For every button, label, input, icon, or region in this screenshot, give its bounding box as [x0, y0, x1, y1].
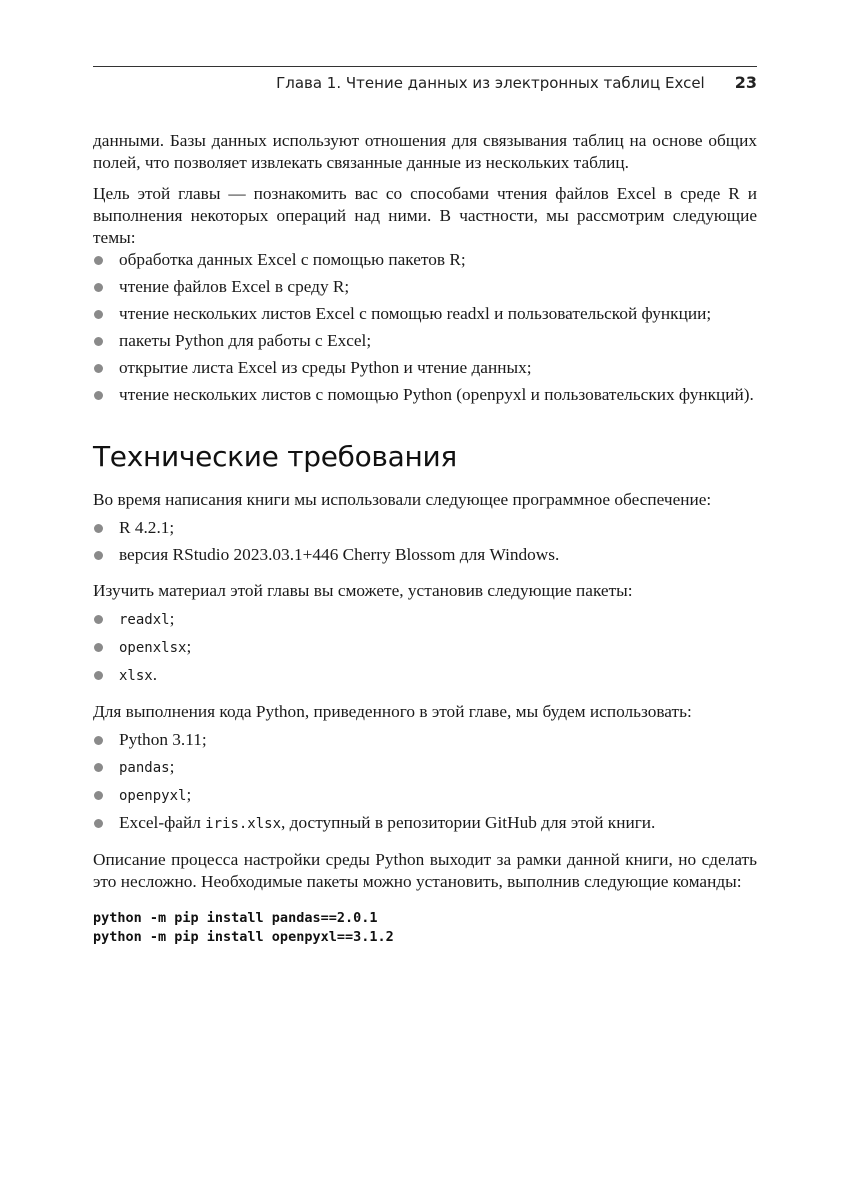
list-item-prefix: Excel-файл — [119, 813, 206, 832]
list-item-suffix: ; — [186, 637, 192, 656]
bullet-icon — [94, 819, 103, 828]
bullet-icon — [94, 551, 103, 560]
bullet-icon — [94, 364, 103, 373]
setup-paragraph: Описание процесса настройки среды Python выходит за рамки данной книги, но сделать это несложно. Необходимые пакеты можно установить, выполнив следующие команды: — [93, 850, 757, 891]
package-name: pandas — [119, 760, 170, 776]
list-item — [93, 812, 757, 835]
software-list — [93, 517, 757, 566]
list-item — [93, 357, 757, 379]
list-item-suffix: , доступный в репозитории GitHub для этой книги. — [281, 813, 656, 832]
list-item — [93, 784, 757, 807]
python-intro: Для выполнения кода Python, приведенного в этой главе, мы будем использовать: — [93, 702, 692, 721]
list-item-text: чтение нескольких листов Excel с помощью readxl и пользовательской функции; — [119, 304, 712, 323]
bullet-icon — [94, 736, 103, 745]
list-item — [93, 249, 757, 271]
list-item-text: открытие листа Excel из среды Python и чтение данных; — [119, 358, 532, 377]
list-item-suffix: ; — [169, 757, 175, 776]
bullet-icon — [94, 256, 103, 265]
bullet-icon — [94, 763, 103, 772]
list-item — [93, 517, 757, 539]
list-item — [93, 276, 757, 298]
list-item-text: версия RStudio 2023.03.1+446 Cherry Blossom для Windows. — [119, 545, 560, 564]
code-line: python -m pip install pandas==2.0.1 — [93, 910, 378, 926]
bullet-icon — [94, 643, 103, 652]
list-item-text: R 4.2.1; — [119, 518, 175, 537]
list-item — [93, 608, 757, 631]
page-number: 23 — [734, 73, 757, 92]
list-item-suffix: ; — [169, 609, 175, 628]
intro-paragraph-1: данными. Базы данных используют отношения для связывания таблиц на основе общих полей, что позволяет извлекать связанные данные из нескольких таблиц. — [93, 131, 757, 172]
bullet-icon — [94, 391, 103, 400]
list-item-suffix: ; — [186, 785, 192, 804]
running-header — [93, 66, 757, 92]
list-item-text: Python 3.11; — [119, 730, 207, 749]
list-item — [93, 330, 757, 352]
package-name: openpyxl — [119, 788, 187, 804]
list-item — [93, 756, 757, 779]
body-text — [93, 130, 757, 947]
bullet-icon — [94, 791, 103, 800]
list-item-text: чтение нескольких листов с помощью Python (openpyxl и пользовательских функций). — [119, 385, 754, 404]
list-item — [93, 544, 757, 566]
list-item — [93, 303, 757, 325]
packages-intro: Изучить материал этой главы вы сможете, установив следующие пакеты: — [93, 581, 633, 600]
intro-paragraph-2: Цель этой главы — познакомить вас со способами чтения файлов Excel в среде R и выполнения некоторых операций над ними. В частности, мы рассмотрим следующие темы: — [93, 184, 757, 247]
file-name: iris.xlsx — [205, 816, 282, 832]
software-intro: Во время написания книги мы использовали следующее программное обеспечение: — [93, 490, 712, 509]
bullet-icon — [94, 310, 103, 319]
bullet-icon — [94, 283, 103, 292]
bullet-icon — [94, 524, 103, 533]
list-item — [93, 636, 757, 659]
list-item — [93, 729, 757, 751]
list-item-suffix: . — [152, 665, 158, 684]
packages-list — [93, 608, 757, 687]
code-block — [93, 909, 757, 947]
chapter-title: Глава 1. Чтение данных из электронных таблиц Excel — [276, 74, 705, 92]
bullet-icon — [94, 615, 103, 624]
list-item-text: пакеты Python для работы с Excel; — [119, 331, 372, 350]
bullet-icon — [94, 337, 103, 346]
package-name: openxlsx — [119, 640, 187, 656]
list-item — [93, 664, 757, 687]
list-item — [93, 384, 757, 406]
list-item-text: чтение файлов Excel в среду R; — [119, 277, 350, 296]
package-name: readxl — [119, 612, 170, 628]
python-list — [93, 729, 757, 835]
code-line: python -m pip install openpyxl==3.1.2 — [93, 929, 394, 945]
package-name: xlsx — [119, 668, 153, 684]
bullet-icon — [94, 671, 103, 680]
section-heading: Технические требования — [93, 440, 457, 473]
topics-list — [93, 249, 757, 406]
list-item-text: обработка данных Excel с помощью пакетов R; — [119, 250, 466, 269]
